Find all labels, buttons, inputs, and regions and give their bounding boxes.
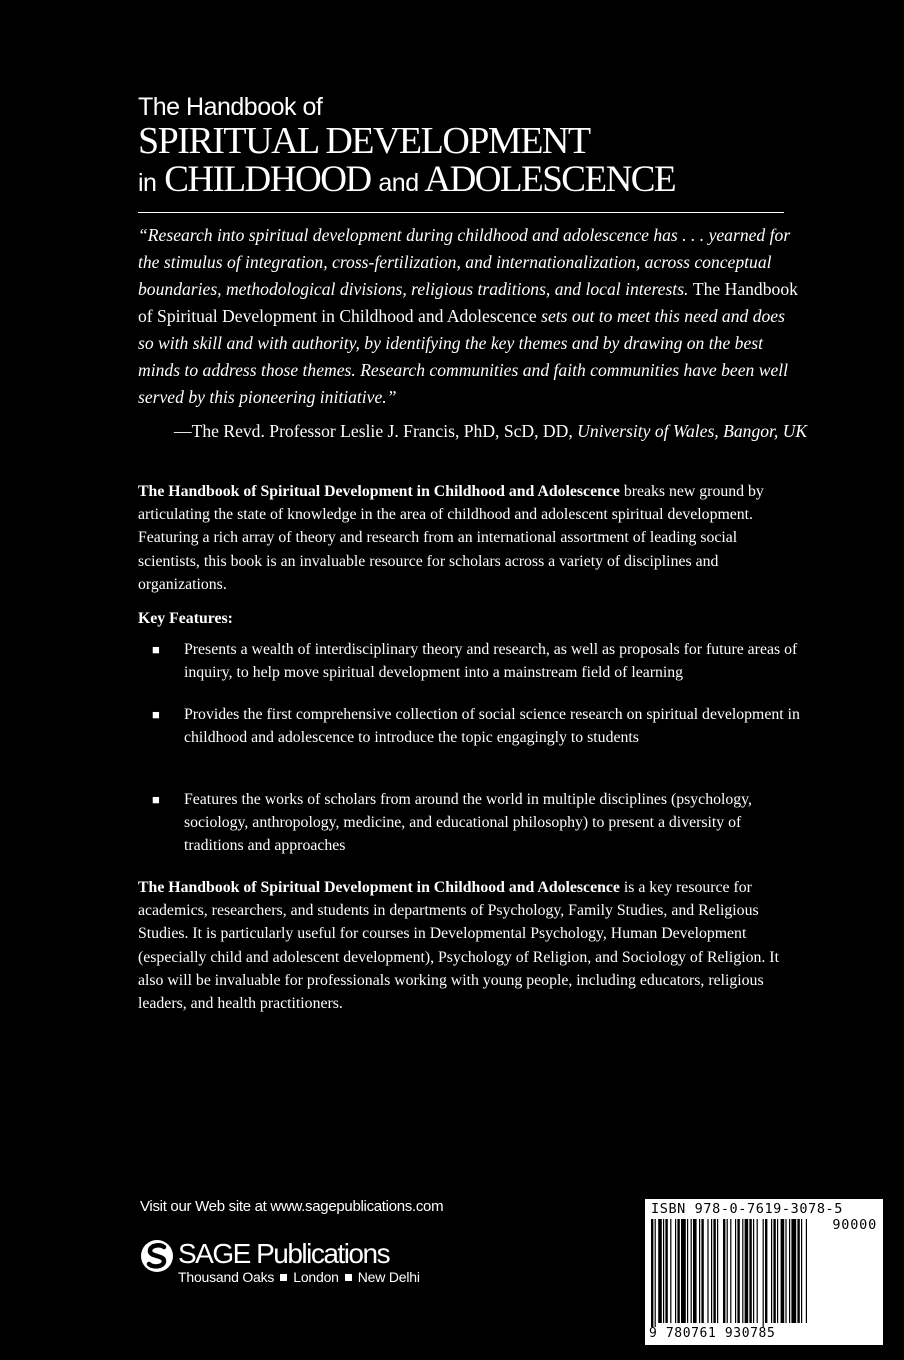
barcode-bar — [658, 1219, 662, 1323]
key-features-heading: Key Features: — [138, 610, 233, 627]
audience-paragraph — [138, 876, 798, 1015]
quote-attribution — [174, 418, 814, 445]
attrib-affiliation: University of Wales, Bangor, UK — [577, 421, 808, 441]
barcode-bar — [737, 1219, 739, 1323]
barcode-bar — [665, 1219, 667, 1323]
price-code: 90000 — [832, 1217, 877, 1233]
feature-text: Provides the first comprehensive collection of social science research on spiritual development in childhood and adolescence to introduce the topic engagingly to students — [184, 706, 800, 747]
barcode-bar — [713, 1219, 715, 1323]
audience-bold-title: The Handbook of Spiritual Development in Childhood and Adolescence — [138, 879, 620, 896]
barcode-bar — [791, 1219, 796, 1323]
title-childhood: CHILDHOOD — [164, 159, 371, 200]
barcode-bar — [735, 1219, 736, 1323]
sage-logo-icon — [140, 1238, 180, 1278]
barcode-bar — [655, 1219, 656, 1327]
barcode-bar — [717, 1219, 718, 1323]
barcode-bar — [727, 1219, 728, 1323]
quote-upright-title: The Handbook of Spiritual Development in Childhood and Adolescence — [138, 279, 798, 326]
title-line-1: The Handbook of — [138, 93, 323, 121]
barcode-bar — [781, 1219, 785, 1323]
barcode-bar — [785, 1219, 786, 1323]
ean-text: 9 780761 930785 — [649, 1326, 776, 1341]
barcode-bar — [681, 1219, 686, 1323]
title-and: and — [378, 169, 419, 197]
separator-square-icon — [280, 1274, 287, 1281]
barcode-bar — [765, 1219, 767, 1323]
barcode-bar — [797, 1219, 799, 1323]
intro-text: breaks new ground by articulating the state of knowledge in the area of childhood and adolescent spiritual development. Featuring a rich array of theory and research from an international assortment of leading social scientists, this book is an invaluable resource for scholars across a variety of disciplines and organizations. — [138, 483, 764, 593]
barcode-bar — [677, 1219, 679, 1323]
barcode-bar — [763, 1219, 764, 1327]
barcode-bar — [701, 1219, 703, 1323]
barcode-bars — [649, 1219, 879, 1327]
barcode-bar — [699, 1219, 700, 1323]
barcode-bar — [753, 1219, 754, 1323]
barcode-bar — [711, 1219, 712, 1323]
barcode-bar — [687, 1219, 688, 1323]
publisher-name: SAGE Publications — [178, 1238, 390, 1269]
isbn-text: ISBN 978-0-7619-3078-5 — [651, 1201, 844, 1217]
barcode-bar — [693, 1219, 697, 1323]
barcode-bar — [670, 1219, 671, 1323]
barcode-bar — [663, 1219, 664, 1323]
city-london: London — [293, 1269, 339, 1285]
quote-italic-2: sets out to meet this need and does so with skill and with authority, by identifying the key themes and by drawing on the best minds to address those themes. Research communities and faith communities have been well served by this pioneering initiative.” — [138, 306, 789, 407]
intro-bold-title: The Handbook of Spiritual Development in Childhood and Adolescence — [138, 483, 620, 500]
endorsement-quote — [138, 222, 798, 411]
barcode-bar — [707, 1219, 708, 1323]
isbn-barcode — [645, 1199, 883, 1345]
city-new-delhi: New Delhi — [357, 1269, 420, 1285]
bullet-icon: ■ — [152, 642, 160, 657]
publisher-logo — [140, 1238, 540, 1298]
publisher-cities — [178, 1268, 420, 1286]
barcode-bar — [651, 1219, 653, 1327]
website-line: Visit our Web site at www.sagepublications.com — [140, 1198, 444, 1215]
barcode-bar — [723, 1219, 725, 1323]
audience-text: is a key resource for academics, researchers, and students in departments of Psychology, Family Studies, and Religious Studies. It is particularly useful for courses in Developmental Psychology, Human Development (especially child and adolescent development), Psychology of Religion, and Sociology of Religion. It also will be invaluable for professionals working with young people, including educators, religious leaders, and health practitioners. — [138, 879, 779, 1013]
bullet-icon: ■ — [152, 792, 160, 807]
title-in: in — [138, 169, 157, 197]
barcode-bar — [691, 1219, 692, 1323]
barcode-bar — [801, 1219, 802, 1323]
bullet-icon: ■ — [152, 707, 160, 722]
title-line-2: SPIRITUAL DEVELOPMENT — [138, 120, 590, 162]
city-thousand-oaks: Thousand Oaks — [178, 1269, 275, 1285]
barcode-bar — [773, 1219, 775, 1323]
barcode-bar — [771, 1219, 772, 1323]
barcode-bar — [777, 1219, 778, 1323]
barcode-bar — [742, 1219, 743, 1323]
attrib-name: —The Revd. Professor Leslie J. Francis, PhD, ScD, DD, — [174, 421, 573, 441]
feature-text: Features the works of scholars from around the world in multiple disciplines (psychology, sociology, anthropology, medicine, and educational philosophy) to present a diversity of traditions and approaches — [184, 791, 752, 855]
book-title — [138, 92, 788, 203]
barcode-bar — [749, 1219, 751, 1323]
title-line-3 — [138, 160, 788, 203]
barcode-bar — [675, 1219, 676, 1323]
barcode-bar — [789, 1219, 790, 1323]
feature-text: Presents a wealth of interdisciplinary theory and research, as well as proposals for future areas of inquiry, to help move spiritual development into a mainstream field of learning — [184, 641, 798, 682]
intro-paragraph — [138, 480, 798, 596]
barcode-bar — [806, 1219, 807, 1323]
title-divider — [138, 212, 784, 213]
title-adolescence: ADOLESCENCE — [424, 159, 676, 200]
barcode-bar — [730, 1219, 731, 1323]
barcode-bar — [745, 1219, 749, 1323]
quote-italic-1: “Research into spiritual development during childhood and adolescence has . . . yearned for the stimulus of integration, cross-fertilization, and internationalization, across conceptual boundaries, methodological divisions, religious traditions, and local interests. — [138, 225, 791, 299]
barcode-bar — [757, 1219, 758, 1323]
separator-square-icon — [345, 1274, 352, 1281]
